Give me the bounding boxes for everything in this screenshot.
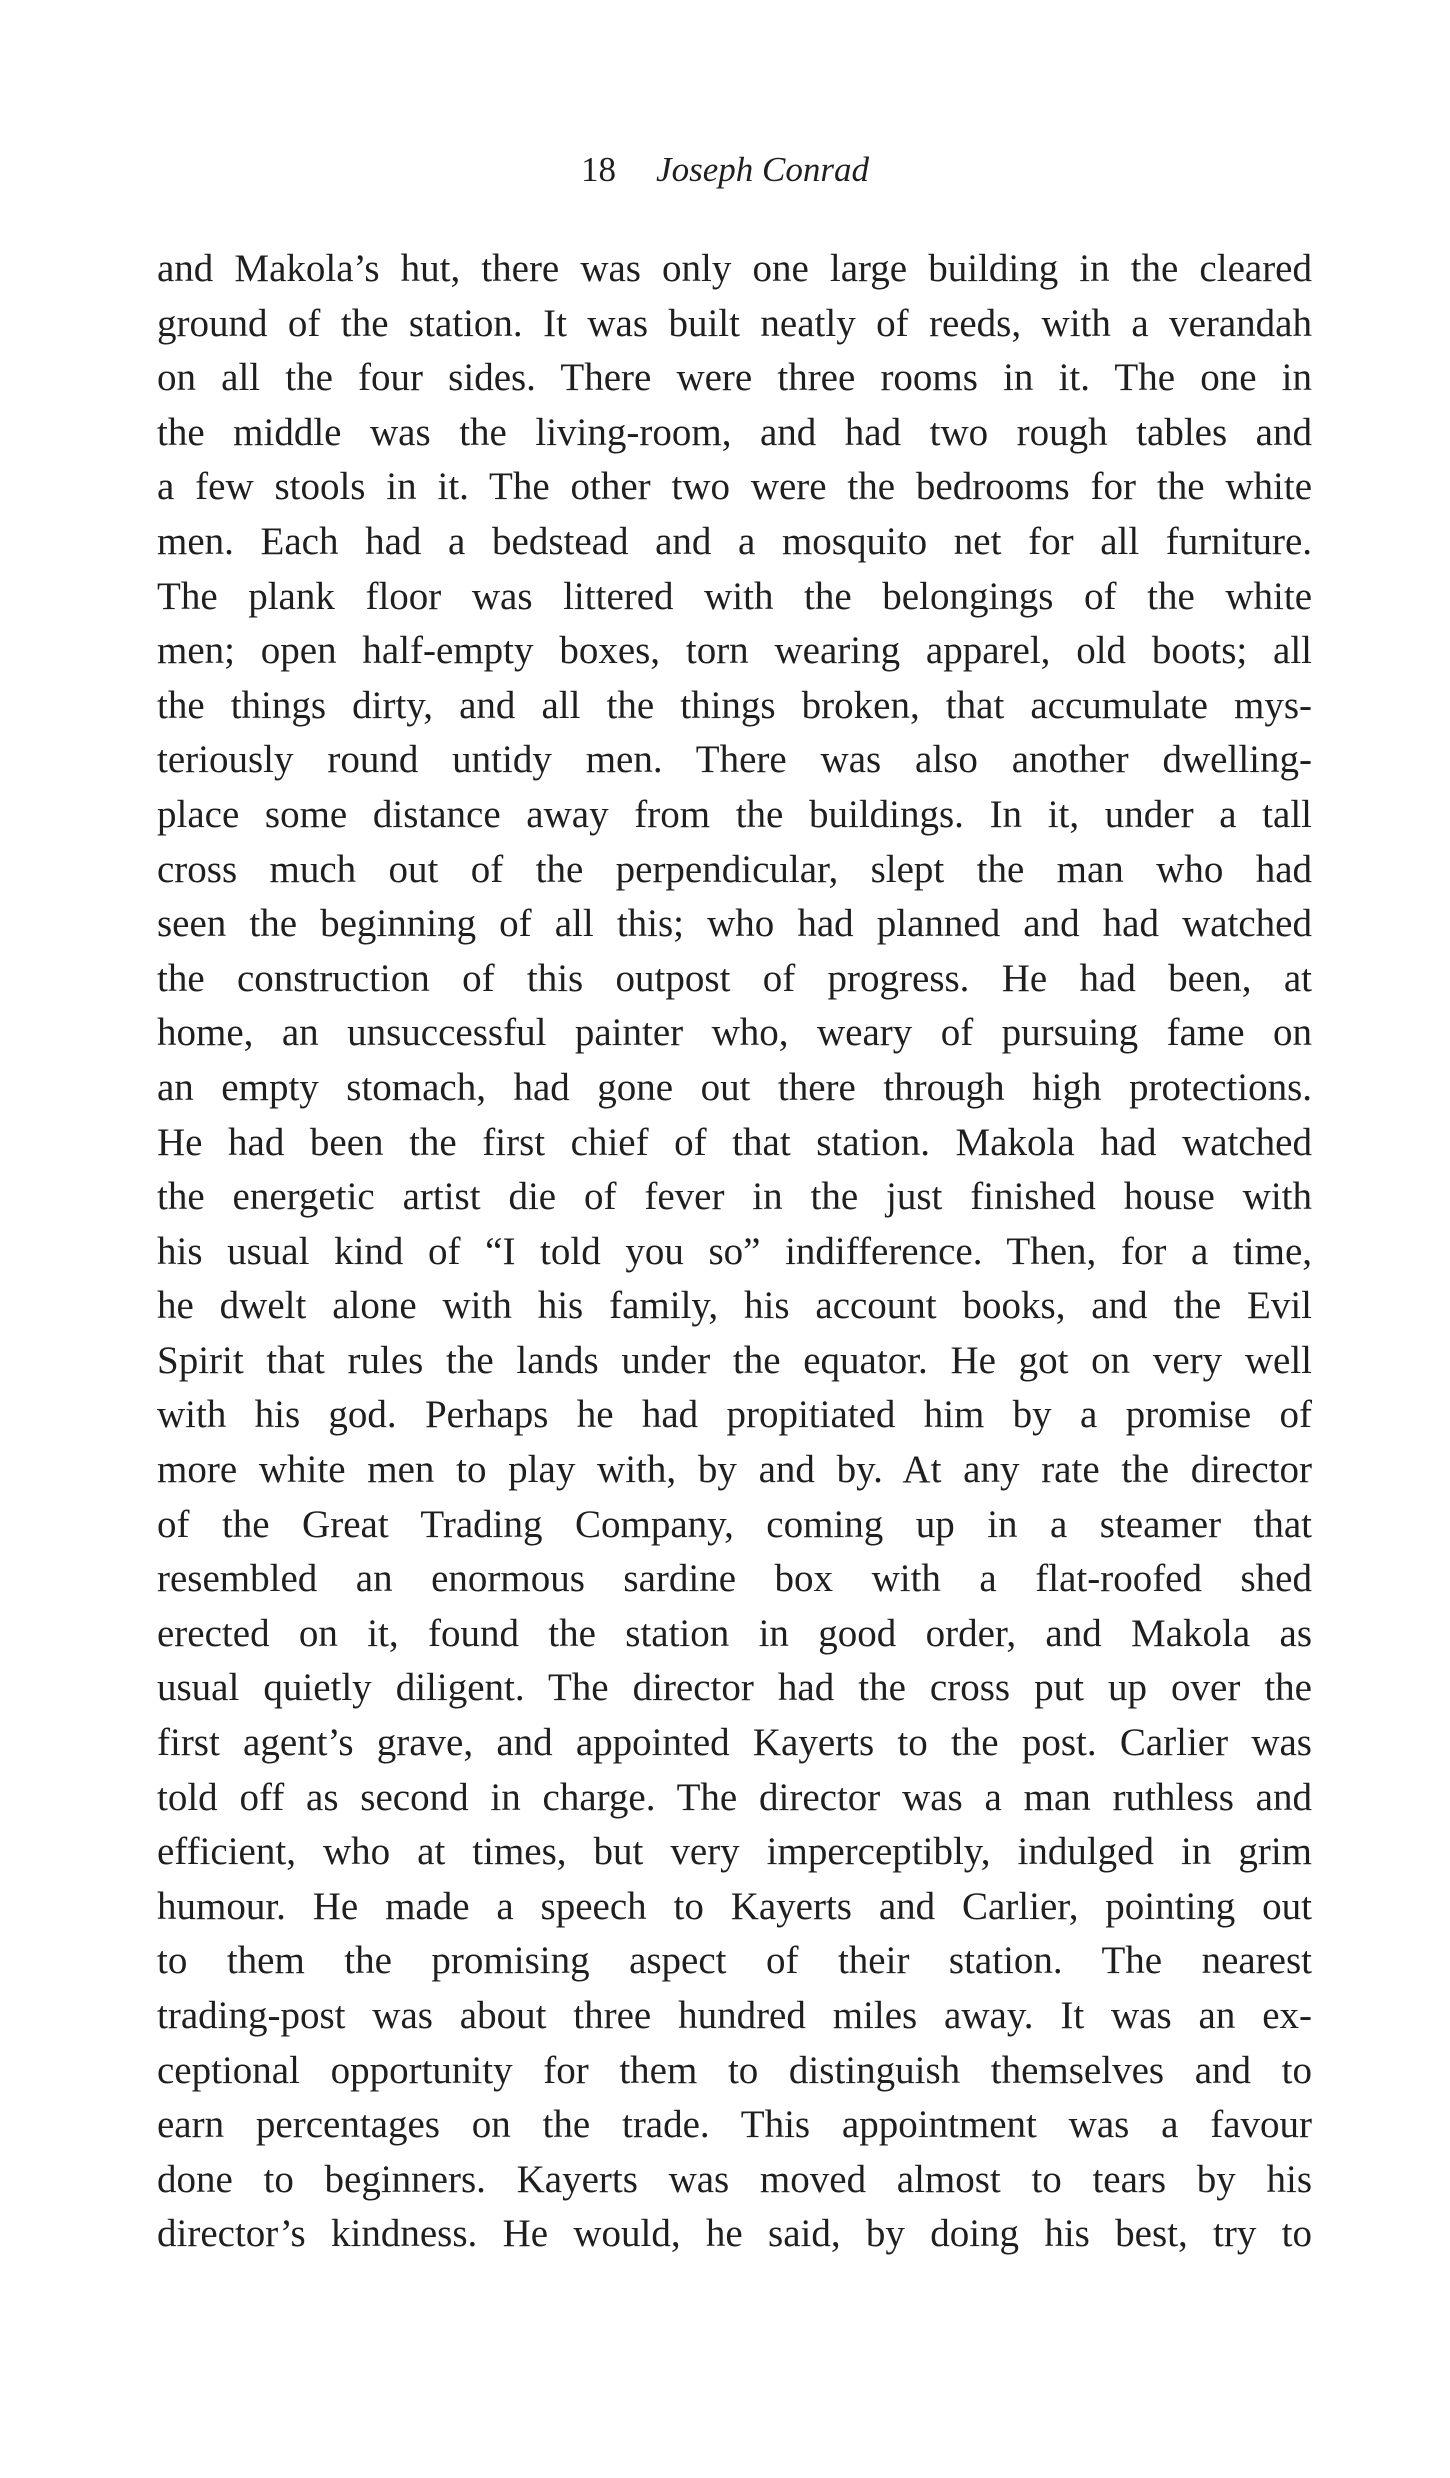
text-line: men; open half-empty boxes, torn wearing apparel, old boots; all (157, 629, 1312, 673)
running-head-author: Joseph Conrad (656, 150, 869, 189)
page-number: 18 (581, 150, 617, 189)
text-line: of the Great Trading Company, coming up in a steamer that (157, 1502, 1312, 1546)
text-line: Spirit that rules the lands under the equator. He got on very well (157, 1338, 1312, 1382)
text-line: and Makola’s hut, there was only one large building in the cleared (157, 247, 1312, 290)
text-line: first agent’s grave, and appointed Kayerts to the post. Carlier was (157, 1721, 1312, 1765)
text-line: home, an unsuccessful painter who, weary of pursuing fame on (157, 1011, 1312, 1055)
text-line: the construction of this outpost of progress. He had been, at (157, 956, 1312, 1000)
text-line: humour. He made a speech to Kayerts and Carlier, pointing out (157, 1884, 1312, 1928)
text-line: on all the four sides. There were three rooms in it. The one in (157, 356, 1312, 400)
text-line: a few stools in it. The other two were the bedrooms for the white (157, 465, 1312, 509)
text-line: more white men to play with, by and by. At any rate the director (157, 1448, 1312, 1492)
text-line: done to beginners. Kayerts was moved almost to tears by his (157, 2157, 1312, 2201)
text-line: the energetic artist die of fever in the just finished house with (157, 1175, 1312, 1219)
text-line: the middle was the living-room, and had two rough tables and (157, 410, 1312, 454)
text-line: told off as second in charge. The director was a man ruthless and (157, 1775, 1312, 1819)
text-line: ceptional opportunity for them to distinguish themselves and to (157, 2048, 1312, 2092)
text-line: an empty stomach, had gone out there through high protections. (157, 1065, 1312, 1109)
text-line: The plank floor was littered with the belongings of the white (157, 574, 1312, 618)
running-head (0, 150, 1450, 190)
text-line: seen the beginning of all this; who had planned and had watched (157, 902, 1312, 946)
text-line: earn percentages on the trade. This appointment was a favour (157, 2103, 1312, 2147)
text-line: the things dirty, and all the things broken, that accumulate mys- (157, 683, 1312, 727)
text-line: resembled an enormous sardine box with a flat-roofed shed (157, 1557, 1312, 1601)
body-text (157, 242, 1312, 2262)
text-line: He had been the first chief of that station. Makola had watched (157, 1120, 1312, 1164)
text-line: erected on it, found the station in good order, and Makola as (157, 1611, 1312, 1655)
text-line: ground of the station. It was built neatly of reeds, with a verandah (157, 301, 1312, 345)
text-line: place some distance away from the buildings. In it, under a tall (157, 792, 1312, 836)
text-line: men. Each had a bedstead and a mosquito net for all furniture. (157, 519, 1312, 563)
text-line: with his god. Perhaps he had propitiated him by a promise of (157, 1393, 1312, 1437)
text-line: to them the promising aspect of their station. The nearest (157, 1939, 1312, 1983)
text-line: efficient, who at times, but very imperceptibly, indulged in grim (157, 1830, 1312, 1874)
text-line: cross much out of the perpendicular, slept the man who had (157, 847, 1312, 891)
text-line: he dwelt alone with his family, his account books, and the Evil (157, 1284, 1312, 1328)
text-line: his usual kind of “I told you so” indifference. Then, for a time, (157, 1229, 1312, 1273)
text-line: trading-post was about three hundred miles away. It was an ex- (157, 1994, 1312, 2037)
text-line: director’s kindness. He would, he said, by doing his best, try to (157, 2212, 1312, 2256)
text-line: teriously round untidy men. There was also another dwelling- (157, 738, 1312, 782)
text-line: usual quietly diligent. The director had the cross put up over the (157, 1666, 1312, 1710)
